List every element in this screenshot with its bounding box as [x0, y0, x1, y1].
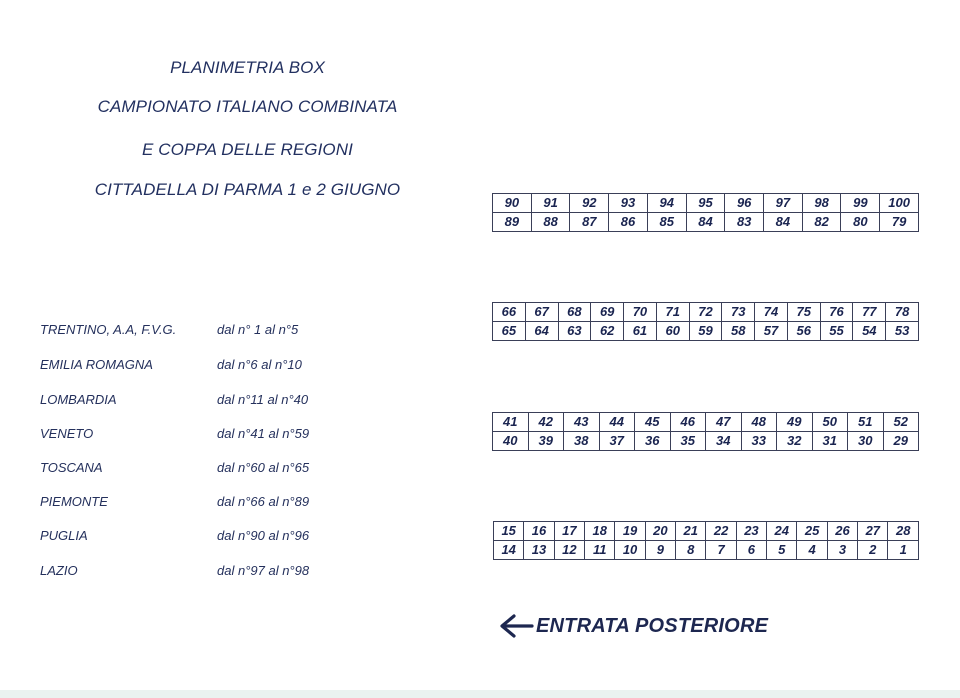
- box-cell: 92: [570, 194, 609, 213]
- box-cell: 42: [528, 413, 564, 432]
- box-cell: 1: [888, 541, 919, 560]
- box-cell: 55: [820, 322, 853, 341]
- legend-range: dal n°97 al n°98: [217, 563, 310, 578]
- box-cell: 16: [524, 522, 554, 541]
- legend-region: LOMBARDIA: [40, 392, 117, 407]
- scan-edge: [0, 690, 960, 698]
- box-cell: 31: [812, 432, 848, 451]
- box-cell: 2: [858, 541, 888, 560]
- box-cell: 69: [591, 303, 624, 322]
- box-cell: 83: [725, 213, 764, 232]
- box-cell: 78: [886, 303, 919, 322]
- box-cell: 9: [645, 541, 675, 560]
- box-cell: 66: [493, 303, 526, 322]
- box-cell: 52: [883, 413, 919, 432]
- legend-range: dal n°11 al n°40: [217, 392, 309, 407]
- box-block-90-100: [492, 193, 919, 232]
- box-cell: 50: [812, 413, 848, 432]
- legend-range: dal n°41 al n°59: [217, 426, 310, 441]
- box-cell: 80: [841, 213, 880, 232]
- box-cell: 30: [848, 432, 884, 451]
- box-cell: 57: [755, 322, 788, 341]
- legend-range: dal n°90 al n°96: [217, 528, 310, 543]
- box-cell: 54: [853, 322, 886, 341]
- box-cell: 3: [827, 541, 857, 560]
- box-cell: 85: [647, 213, 686, 232]
- box-cell: 74: [755, 303, 788, 322]
- box-cell: 41: [493, 413, 529, 432]
- box-cell: 37: [599, 432, 635, 451]
- box-cell: 26: [827, 522, 857, 541]
- title-line-3: E COPPA DELLE REGIONI: [142, 140, 353, 159]
- box-cell: 72: [689, 303, 722, 322]
- box-cell: 15: [494, 522, 524, 541]
- box-cell: 56: [787, 322, 820, 341]
- box-cell: 99: [841, 194, 880, 213]
- box-cell: 91: [531, 194, 570, 213]
- box-row-top: [493, 194, 919, 213]
- box-row-bottom: [493, 213, 919, 232]
- legend-region: TRENTINO, A.A, F.V.G.: [40, 322, 177, 337]
- box-cell: 8: [676, 541, 706, 560]
- box-cell: 63: [558, 322, 591, 341]
- legend-range: dal n°66 al n°89: [217, 494, 310, 509]
- box-cell: 28: [888, 522, 919, 541]
- box-cell: 49: [777, 413, 813, 432]
- box-cell: 43: [564, 413, 600, 432]
- box-cell: 95: [686, 194, 725, 213]
- box-cell: 53: [886, 322, 919, 341]
- box-cell: 17: [554, 522, 584, 541]
- box-cell: 70: [624, 303, 657, 322]
- box-cell: 97: [764, 194, 803, 213]
- box-cell: 44: [599, 413, 635, 432]
- box-cell: 88: [531, 213, 570, 232]
- box-cell: 38: [564, 432, 600, 451]
- rear-entrance-sign: [498, 610, 768, 642]
- box-cell: 39: [528, 432, 564, 451]
- box-cell: 11: [585, 541, 615, 560]
- box-row-top: [494, 522, 919, 541]
- box-cell: 27: [858, 522, 888, 541]
- box-cell: 65: [493, 322, 526, 341]
- title-line-4: CITTADELLA DI PARMA 1 e 2 GIUGNO: [94, 180, 401, 199]
- box-cell: 36: [635, 432, 671, 451]
- box-cell: 20: [645, 522, 675, 541]
- box-cell: 71: [656, 303, 689, 322]
- legend-region: LAZIO: [40, 563, 78, 578]
- box-cell: 59: [689, 322, 722, 341]
- box-cell: 87: [570, 213, 609, 232]
- box-block-53-78: [492, 302, 919, 341]
- box-cell: 77: [853, 303, 886, 322]
- box-cell: 51: [848, 413, 884, 432]
- box-row-bottom: [494, 541, 919, 560]
- box-cell: 98: [802, 194, 841, 213]
- legend-region: VENETO: [40, 426, 94, 441]
- box-cell: 10: [615, 541, 645, 560]
- box-cell: 40: [493, 432, 529, 451]
- box-cell: 73: [722, 303, 755, 322]
- box-cell: 22: [706, 522, 736, 541]
- box-block-29-52: [492, 412, 919, 451]
- box-cell: 84: [686, 213, 725, 232]
- legend-region: PUGLIA: [40, 528, 88, 543]
- box-cell: 58: [722, 322, 755, 341]
- box-cell: 46: [670, 413, 706, 432]
- box-cell: 14: [494, 541, 524, 560]
- box-cell: 93: [609, 194, 648, 213]
- box-cell: 5: [767, 541, 797, 560]
- box-block-1-28: [493, 521, 919, 560]
- box-cell: 23: [736, 522, 766, 541]
- legend-range: dal n°60 al n°65: [217, 460, 310, 475]
- box-cell: 60: [656, 322, 689, 341]
- box-cell: 6: [736, 541, 766, 560]
- box-cell: 82: [802, 213, 841, 232]
- box-row-bottom: [493, 322, 919, 341]
- box-cell: 13: [524, 541, 554, 560]
- box-cell: 67: [525, 303, 558, 322]
- box-cell: 75: [787, 303, 820, 322]
- box-row-top: [493, 413, 919, 432]
- title-line-1: PLANIMETRIA BOX: [170, 58, 325, 77]
- box-cell: 68: [558, 303, 591, 322]
- box-cell: 79: [880, 213, 919, 232]
- box-cell: 86: [609, 213, 648, 232]
- box-cell: 96: [725, 194, 764, 213]
- box-cell: 32: [777, 432, 813, 451]
- legend-region: PIEMONTE: [40, 494, 108, 509]
- box-cell: 35: [670, 432, 706, 451]
- box-cell: 4: [797, 541, 827, 560]
- box-cell: 48: [741, 413, 777, 432]
- box-cell: 100: [880, 194, 919, 213]
- box-cell: 61: [624, 322, 657, 341]
- box-row-bottom: [493, 432, 919, 451]
- box-cell: 94: [647, 194, 686, 213]
- box-cell: 29: [883, 432, 919, 451]
- box-cell: 7: [706, 541, 736, 560]
- box-cell: 34: [706, 432, 742, 451]
- box-cell: 90: [493, 194, 532, 213]
- entrance-label: ENTRATA POSTERIORE: [536, 614, 769, 637]
- box-cell: 18: [585, 522, 615, 541]
- box-cell: 19: [615, 522, 645, 541]
- legend-region: EMILIA ROMAGNA: [40, 357, 153, 372]
- legend-range: dal n° 1 al n°5: [217, 322, 299, 337]
- box-cell: 89: [493, 213, 532, 232]
- arrow-left-icon: [498, 612, 534, 640]
- title-line-2: CAMPIONATO ITALIANO COMBINATA: [97, 97, 398, 116]
- box-cell: 76: [820, 303, 853, 322]
- box-cell: 24: [767, 522, 797, 541]
- box-row-top: [493, 303, 919, 322]
- box-cell: 45: [635, 413, 671, 432]
- box-cell: 64: [525, 322, 558, 341]
- box-cell: 21: [676, 522, 706, 541]
- legend-range: dal n°6 al n°10: [217, 357, 302, 372]
- legend-region: TOSCANA: [40, 460, 103, 475]
- box-cell: 62: [591, 322, 624, 341]
- box-cell: 12: [554, 541, 584, 560]
- box-cell: 25: [797, 522, 827, 541]
- box-cell: 47: [706, 413, 742, 432]
- box-cell: 33: [741, 432, 777, 451]
- box-cell: 84: [764, 213, 803, 232]
